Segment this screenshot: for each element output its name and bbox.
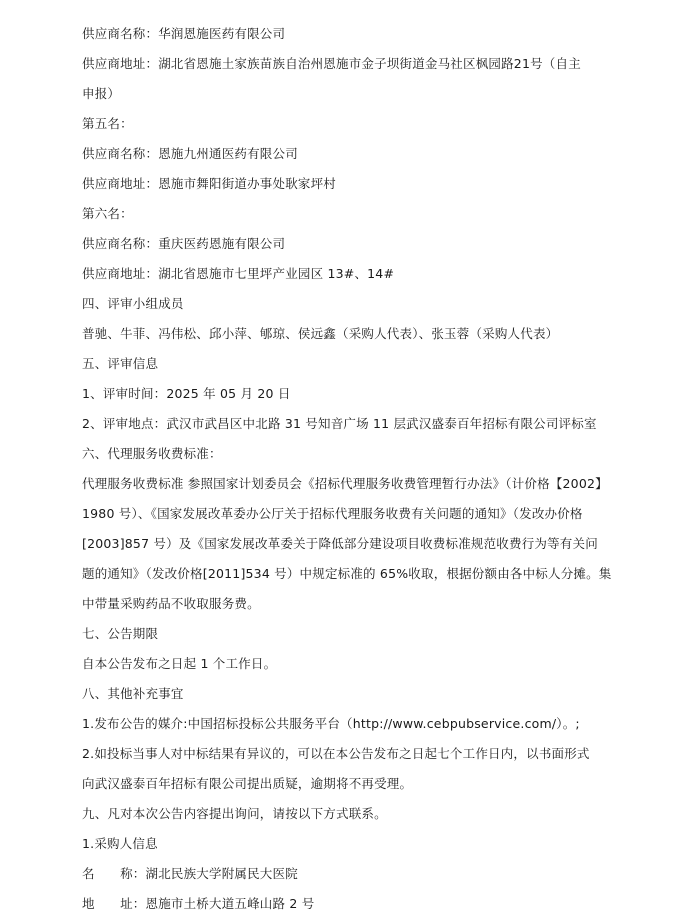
purchaser-info-heading: 1.采购人信息 [82,836,158,851]
announcement-document [82,19,642,919]
purchaser-name: 名 称：湖北民族大学附属民大医院 [82,866,298,881]
section-8-heading: 八、其他补充事宜 [82,686,184,701]
review-time: 1、评审时间：2025 年 05 月 20 日 [82,386,291,401]
fee-standard-line-4: 题的通知》（发改价格[2011]534 号）中规定标准的 65%收取，根据份额由各中标人分摊。集 [82,566,612,581]
section-5-heading: 五、评审信息 [82,356,159,371]
notice-period: 自本公告发布之日起 1 个工作日。 [82,656,277,671]
supplier-5-address: 供应商地址：恩施市舞阳街道办事处耿家坪村 [82,176,337,191]
objection-note-line-1: 2.如投标当事人对中标结果有异议的，可以在本公告发布之日起七个工作日内，以书面形式 [82,746,590,761]
supplier-5-name: 供应商名称：恩施九州通医药有限公司 [82,146,298,161]
fee-standard-line-3: [2003]857 号）及《国家发展改革委关于降低部分建设项目收费标准规范收费行为等有关问 [82,536,598,551]
review-panel-members: 普驰、牛菲、冯伟松、邱小萍、郇琼、侯远鑫（采购人代表）、张玉蓉（采购人代表） [82,326,559,341]
supplier-6-name: 供应商名称：重庆医药恩施有限公司 [82,236,286,251]
objection-note-line-2: 向武汉盛泰百年招标有限公司提出质疑，逾期将不再受理。 [82,776,413,791]
review-location: 2、评审地点：武汉市武昌区中北路 31 号知音广场 11 层武汉盛泰百年招标有限公司评标室 [82,416,597,431]
publication-media: 1.发布公告的媒介:中国招标投标公共服务平台（http://www.cebpubservice.com/）。; [82,716,580,731]
section-6-heading: 六、代理服务收费标准： [82,446,222,461]
rank-5-heading: 第五名： [82,116,133,131]
section-4-heading: 四、评审小组成员 [82,296,184,311]
supplier-4-name: 供应商名称：华润恩施医药有限公司 [82,26,286,41]
supplier-6-address: 供应商地址：湖北省恩施市七里坪产业园区 13#、14# [82,266,395,281]
fee-standard-line-5: 中带量采购药品不收取服务费。 [82,596,260,611]
supplier-4-address: 供应商地址：湖北省恩施土家族苗族自治州恩施市金子坝街道金马社区枫园路21号（自主 [82,56,581,71]
fee-standard-line-1: 代理服务收费标准 参照国家计划委员会《招标代理服务收费管理暂行办法》（计价格【2002】 [82,476,608,491]
fee-standard-line-2: 1980 号）、《国家发展改革委办公厅关于招标代理服务收费有关问题的通知》（发改办价格 [82,506,583,521]
supplier-4-address-cont: 申报） [82,86,121,101]
rank-6-heading: 第六名： [82,206,133,221]
section-7-heading: 七、公告期限 [82,626,159,641]
section-9-heading: 九、凡对本次公告内容提出询问，请按以下方式联系。 [82,806,387,821]
purchaser-address: 地 址：恩施市土桥大道五峰山路 2 号 [82,896,315,911]
